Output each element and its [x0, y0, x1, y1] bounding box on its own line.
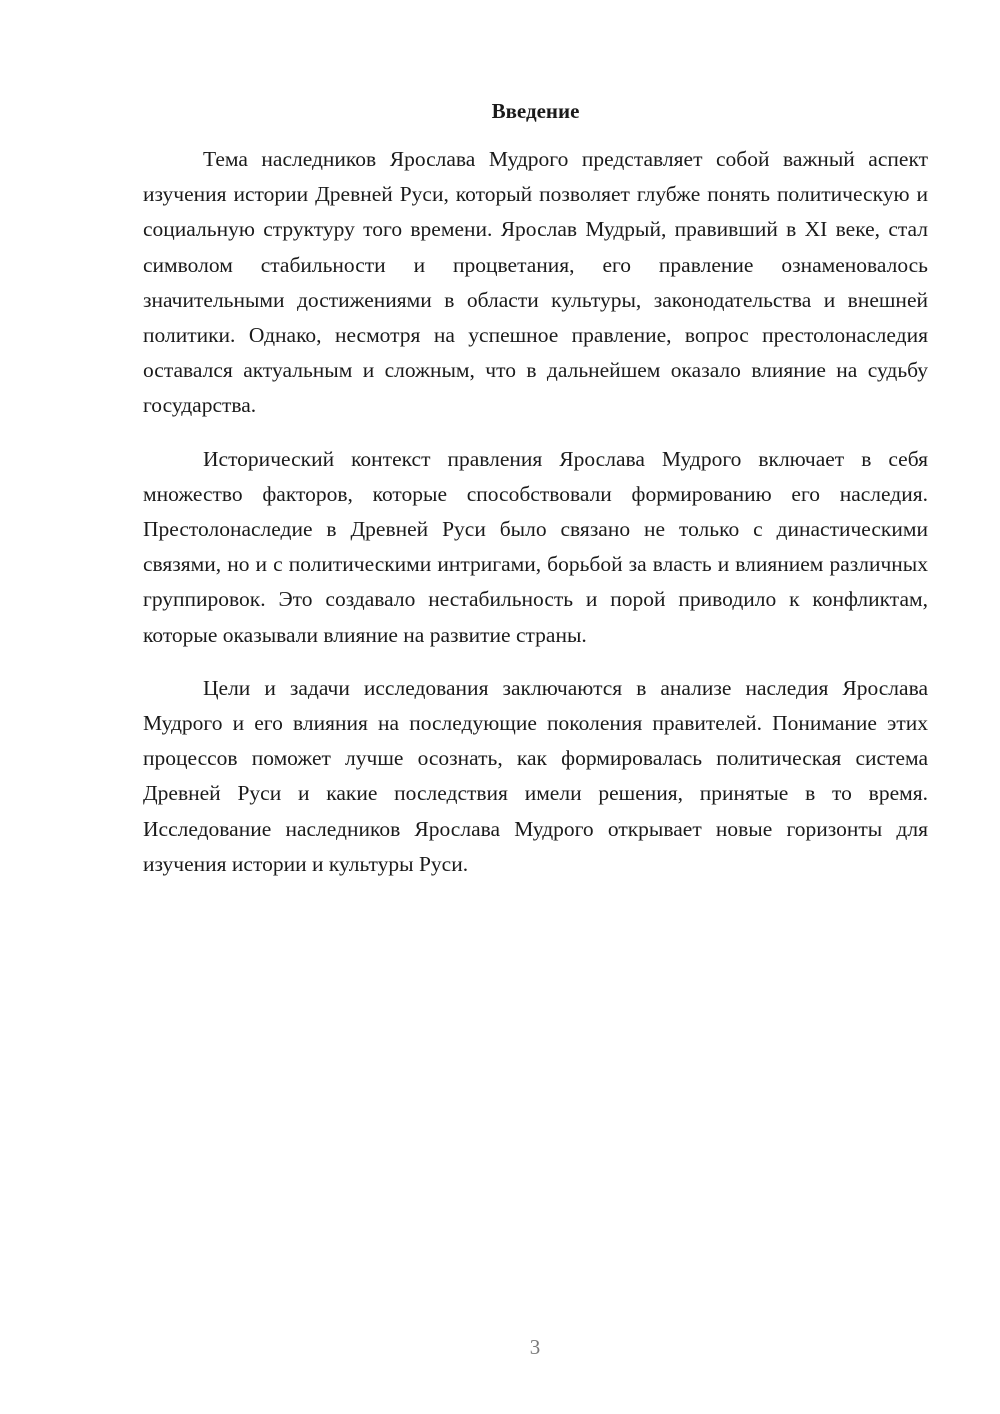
body-text [143, 142, 928, 900]
section-title: Введение [491, 99, 580, 123]
paragraph-1: Тема наследников Ярослава Мудрого представляет собой важный аспект изучения истории Древней Руси, который позволяет глубже понять политическую и социальную структуру того времени. Ярослав Мудрый, правивший в XI веке, стал символом стабильности и процветания, его правление ознаменовалось значительными достижениями в области культуры, законодательства и внешней политики. Однако, несмотря на успешное правление, вопрос престолонаследия оставался актуальным и сложным, что в дальнейшем оказало влияние на судьбу государства. [143, 147, 928, 418]
paragraph-2: Исторический контекст правления Ярослава Мудрого включает в себя множество факторов, которые способствовали формированию его наследия. Престолонаследие в Древней Руси было связано не только с династическими связями, но и с политическими интригами, борьбой за власть и влиянием различных группировок. Это создавало нестабильность и порой приводило к конфликтам, которые оказывали влияние на развитие страны. [143, 446, 928, 647]
page-number: 3 [529, 1335, 541, 1359]
paragraph-3: Цели и задачи исследования заключаются в анализе наследия Ярослава Мудрого и его влияния на последующие поколения правителей. Понимание этих процессов поможет лучше осознать, как формировалась политическая система Древней Руси и какие последствия имели решения, принятые в то время. Исследование наследников Ярослава Мудрого открывает новые горизонты для изучения истории и культуры Руси. [143, 675, 928, 876]
